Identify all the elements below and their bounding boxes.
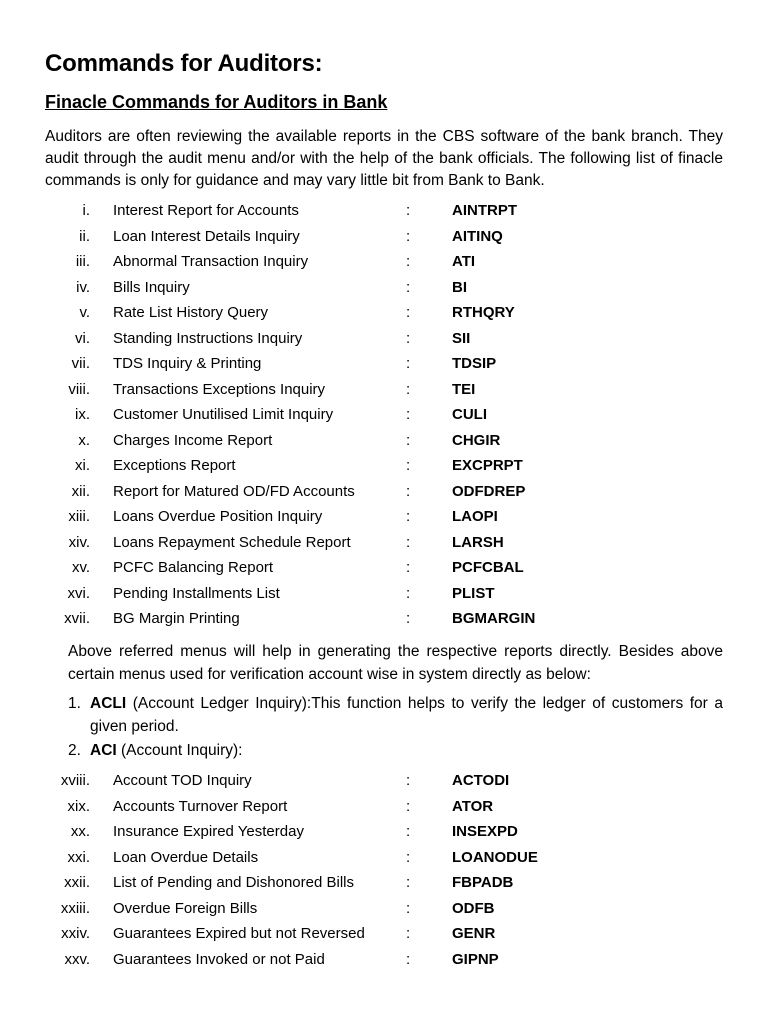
command-row bbox=[0, 555, 768, 581]
list-item-text bbox=[90, 739, 723, 762]
command-name: Customer Unutilised Limit Inquiry bbox=[113, 406, 334, 423]
command-row bbox=[0, 300, 768, 326]
command-separator: : bbox=[406, 380, 411, 398]
command-row bbox=[0, 224, 768, 250]
command-number: xiii. bbox=[68, 508, 90, 525]
command-number: xviii. bbox=[60, 772, 90, 789]
command-name: Loans Repayment Schedule Report bbox=[113, 533, 351, 551]
command-row bbox=[0, 428, 768, 454]
command-number: xxv. bbox=[64, 950, 90, 968]
list-item-code: ACLI bbox=[90, 695, 127, 712]
command-separator: : bbox=[406, 533, 411, 551]
command-number: v. bbox=[79, 304, 90, 321]
list-item-aci bbox=[68, 739, 723, 762]
command-name: Account TOD Inquiry bbox=[113, 772, 252, 789]
command-row bbox=[0, 275, 768, 301]
list-item-number: 1. bbox=[68, 695, 81, 712]
command-separator: : bbox=[406, 355, 411, 372]
command-code: TEI bbox=[452, 380, 476, 398]
command-row bbox=[0, 249, 768, 275]
list-item-text bbox=[90, 692, 723, 738]
command-row bbox=[0, 530, 768, 556]
command-code: ODFB bbox=[452, 899, 495, 917]
command-row bbox=[0, 870, 768, 896]
list-item-description: (Account Inquiry): bbox=[116, 742, 243, 759]
command-separator: : bbox=[406, 874, 411, 891]
list-item-description: (Account Ledger Inquiry):This function helps to verify the ledger of customers for a given period. bbox=[90, 695, 723, 735]
command-code: INSEXPD bbox=[452, 823, 518, 840]
page-subtitle: Finacle Commands for Auditors in Bank bbox=[45, 92, 388, 112]
command-name: Guarantees Invoked or not Paid bbox=[113, 950, 325, 968]
command-code: GIPNP bbox=[452, 950, 499, 968]
command-name: Insurance Expired Yesterday bbox=[113, 823, 304, 840]
command-separator: : bbox=[406, 925, 411, 942]
command-row bbox=[0, 947, 768, 973]
command-number: x. bbox=[78, 431, 90, 449]
command-row bbox=[0, 845, 768, 871]
command-number: xv. bbox=[71, 559, 90, 576]
command-separator: : bbox=[406, 848, 411, 866]
command-name: Rate List History Query bbox=[113, 304, 269, 321]
page-title: Commands for Auditors: bbox=[45, 50, 323, 77]
command-code: BGMARGIN bbox=[452, 610, 536, 627]
command-code: LOANODUE bbox=[452, 848, 538, 866]
command-number: ii. bbox=[79, 227, 90, 245]
command-name: List of Pending and Dishonored Bills bbox=[113, 874, 354, 891]
command-number: xix. bbox=[67, 797, 90, 815]
command-name: BG Margin Printing bbox=[113, 610, 240, 627]
command-separator: : bbox=[406, 823, 411, 840]
command-row bbox=[0, 198, 768, 224]
command-name: Standing Instructions Inquiry bbox=[113, 329, 303, 347]
command-name: Bills Inquiry bbox=[113, 278, 190, 296]
command-row bbox=[0, 377, 768, 403]
command-code: AITINQ bbox=[452, 227, 503, 245]
command-row bbox=[0, 351, 768, 377]
command-separator: : bbox=[406, 304, 411, 321]
command-separator: : bbox=[406, 559, 411, 576]
command-code: TDSIP bbox=[452, 355, 497, 372]
command-code: AINTRPT bbox=[452, 202, 517, 219]
command-separator: : bbox=[406, 202, 411, 219]
command-separator: : bbox=[406, 482, 411, 500]
command-number: i. bbox=[82, 202, 90, 219]
intro-paragraph: Auditors are often reviewing the available reports in the CBS software of the bank branch. They audit through the audit menu and/or with the help of the bank officials. The following list of finacle commands is only for guidance and may vary little bit from Bank to Bank. bbox=[45, 128, 723, 189]
command-row bbox=[0, 794, 768, 820]
command-row bbox=[0, 896, 768, 922]
command-code: EXCPRPT bbox=[452, 457, 523, 474]
command-number: iv. bbox=[76, 278, 90, 296]
command-code: RTHQRY bbox=[452, 304, 515, 321]
command-name: Loan Overdue Details bbox=[113, 848, 259, 866]
command-row bbox=[0, 581, 768, 607]
command-name: Transactions Exceptions Inquiry bbox=[113, 380, 326, 398]
command-code: ATI bbox=[452, 253, 476, 270]
command-separator: : bbox=[406, 406, 411, 423]
verification-paragraph: Above referred menus will help in generating the respective reports directly. Besides above certain menus used for verification account wise in system directly as below: bbox=[68, 643, 723, 683]
command-row bbox=[0, 326, 768, 352]
list-item-code: ACI bbox=[90, 742, 117, 759]
list-item-number: 2. bbox=[68, 742, 81, 759]
command-name: Loan Interest Details Inquiry bbox=[113, 227, 300, 245]
command-number: xxiii. bbox=[60, 899, 90, 917]
command-separator: : bbox=[406, 508, 411, 525]
command-name: Interest Report for Accounts bbox=[113, 202, 299, 219]
command-number: ix. bbox=[75, 406, 90, 423]
command-separator: : bbox=[406, 457, 411, 474]
command-row bbox=[0, 819, 768, 845]
command-code: ODFDREP bbox=[452, 482, 526, 500]
command-number: xxiv. bbox=[61, 925, 90, 942]
command-name: Exceptions Report bbox=[113, 457, 236, 474]
command-row bbox=[0, 768, 768, 794]
command-number: xii. bbox=[71, 482, 90, 500]
command-row bbox=[0, 453, 768, 479]
command-code: CHGIR bbox=[452, 431, 501, 449]
command-separator: : bbox=[406, 899, 411, 917]
command-name: Charges Income Report bbox=[113, 431, 273, 449]
command-row bbox=[0, 402, 768, 428]
command-row bbox=[0, 479, 768, 505]
command-name: Loans Overdue Position Inquiry bbox=[113, 508, 323, 525]
command-row bbox=[0, 921, 768, 947]
command-row bbox=[0, 606, 768, 632]
command-separator: : bbox=[406, 329, 411, 347]
command-separator: : bbox=[406, 253, 411, 270]
command-number: xiv. bbox=[68, 533, 90, 551]
command-number: vi. bbox=[75, 329, 90, 347]
command-name: Overdue Foreign Bills bbox=[113, 899, 258, 917]
command-number: xi. bbox=[75, 457, 90, 474]
command-code: BI bbox=[452, 278, 467, 296]
command-number: viii. bbox=[68, 380, 90, 398]
command-separator: : bbox=[406, 950, 411, 968]
command-name: PCFC Balancing Report bbox=[113, 559, 274, 576]
command-code: LARSH bbox=[452, 533, 504, 551]
command-separator: : bbox=[406, 227, 411, 245]
command-code: FBPADB bbox=[452, 874, 514, 891]
command-number: xvi. bbox=[67, 584, 90, 602]
command-code: GENR bbox=[452, 925, 496, 942]
list-item-acli bbox=[68, 692, 723, 738]
command-list-2 bbox=[0, 768, 768, 972]
command-code: PLIST bbox=[452, 584, 495, 602]
command-number: iii. bbox=[75, 253, 90, 270]
command-name: Report for Matured OD/FD Accounts bbox=[113, 482, 355, 500]
command-number: vii. bbox=[71, 355, 90, 372]
command-number: xxii. bbox=[64, 874, 90, 891]
command-separator: : bbox=[406, 772, 411, 789]
command-code: ACTODI bbox=[452, 772, 510, 789]
command-separator: : bbox=[406, 278, 411, 296]
command-code: ATOR bbox=[452, 797, 494, 815]
command-number: xxi. bbox=[67, 848, 90, 866]
command-separator: : bbox=[406, 584, 411, 602]
command-name: TDS Inquiry & Printing bbox=[113, 355, 262, 372]
command-name: Pending Installments List bbox=[113, 584, 280, 602]
command-name: Abnormal Transaction Inquiry bbox=[113, 253, 309, 270]
command-name: Accounts Turnover Report bbox=[113, 797, 288, 815]
command-code: CULI bbox=[452, 406, 487, 423]
command-number: xvii. bbox=[64, 610, 90, 627]
command-code: LAOPI bbox=[452, 508, 498, 525]
command-name: Guarantees Expired but not Reversed bbox=[113, 925, 365, 942]
command-row bbox=[0, 504, 768, 530]
command-list-1 bbox=[0, 198, 768, 632]
command-separator: : bbox=[406, 610, 411, 627]
command-code: PCFCBAL bbox=[452, 559, 524, 576]
command-number: xx. bbox=[70, 823, 90, 840]
command-code: SII bbox=[452, 329, 471, 347]
command-separator: : bbox=[406, 797, 411, 815]
command-separator: : bbox=[406, 431, 411, 449]
